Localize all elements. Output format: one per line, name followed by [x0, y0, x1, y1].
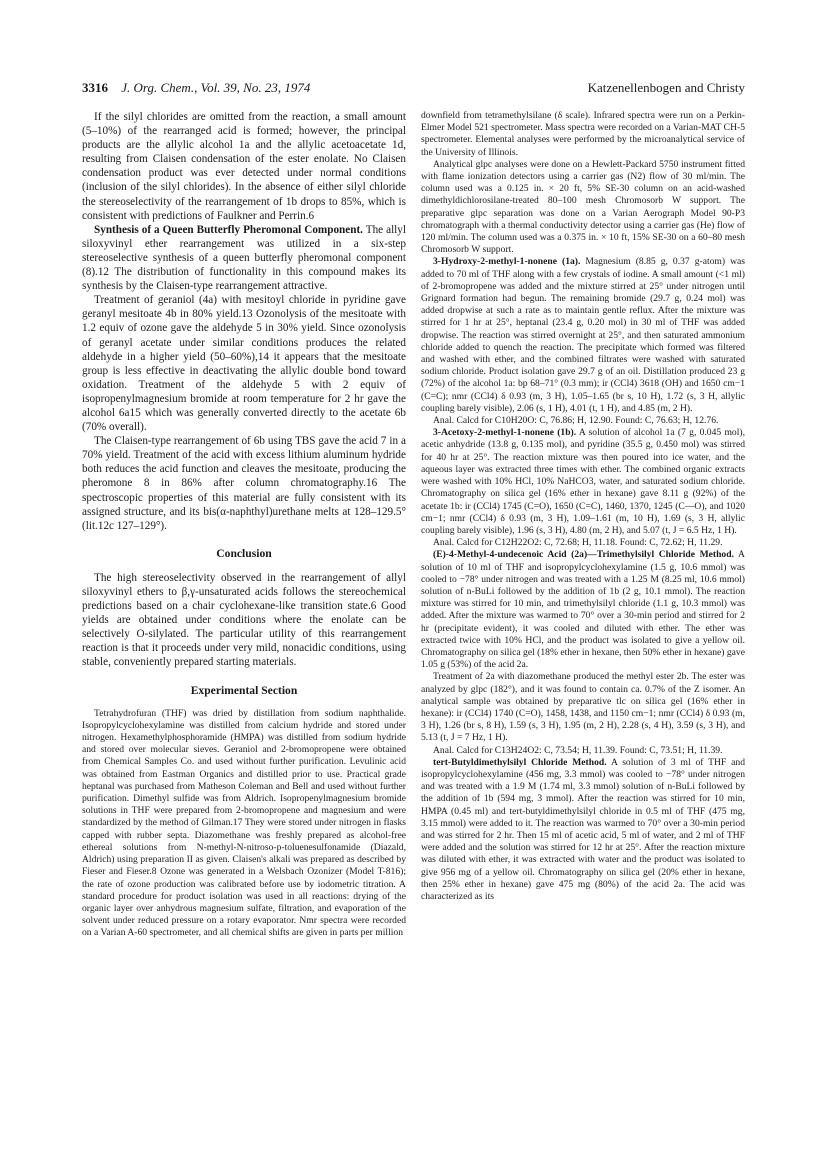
paragraph-experimental: Tetrahydrofuran (THF) was dried by distillation from sodium naphthalide. Isopropylcyclohexylamine was distilled from calcium hydride and stored under nitrogen. Hexamethylphosphoramide (HMPA) was distilled from sodium hydride and stored over molecular sieves. Geraniol and 2-bromopropene were obtained from Chemical Samples Co. and used without further purification. Levulinic acid was obtained from Eastman Organics and distilled prior to use. Practical grade heptanal was purchased from Matheson Coleman and Bell and used without further purification. Dimethyl sulfide was from Aldrich. Isopropenylmagnesium bromide solutions in THF were prepared from 2-bromopropene and magnesium and were standardized by the method of Gilman.17 They were stored under nitrogen in flasks capped with rubber septa. Diazomethane was freshly prepared as alcohol-free ethereal solutions from N-methyl-N-nitroso-p-toluenesulfonamide (Diazald, Aldrich) using preparation II as given. Claisen's alkali was prepared as described by Fieser and Fieser.8 Ozone was generated in a Welsbach Ozonizer (Model T-816); the rate of ozone production was calibrated before use by iodometric titration. A standard procedure for product isolation was used in all reactions: drying of the organic layer over anhydrous magnesium sulfate, filtration, and evaporation of the solvent under reduced pressure on a rotary evaporator. Nmr spectra were recorded on a Varian A-60 spectrometer, and all chemical shifts are given in parts per million — [82, 707, 406, 939]
section-run-in-title: Synthesis of a Queen Butterfly Pheromonal Component. — [94, 223, 363, 236]
paragraph-body: A solution of 10 ml of THF and isopropylcyclohexylamine (1.5 g, 10.6 mmol) was cooled to −78° under nitrogen and was treated with a 1.25 M (8.25 ml, 10.6 mmol) solution of n-BuLi followed by the addition of 1b (2 g, 10.1 mmol). The reaction mixture was stirred for 10 min, and trimethylsilyl chloride (1.1 g, 10.3 mmol) was added. After the mixture was warmed to 70° over a 30-min period and stirred for 2 hr (precipitate evident), it was cooled and diluted with ether. The ether was extracted twice with 10% HCl, and the product was isolated to give a yellow oil. Chromatography on silica gel (18% ether in hexane, then 50% ether in hexane) gave 1.05 g (53%) of the acid 2a. — [421, 549, 745, 671]
paragraph-geraniol: Treatment of geraniol (4a) with mesitoyl chloride in pyridine gave geranyl mesitoate 4b in 80% yield.13 Ozonolysis of the mesitoate with 1.2 equiv of ozone gave the aldehyde 5 in 30% yield. Since ozonolysis of geranyl acetate under similar conditions produces the related aldehyde in a higher yield (50–60%),14 it appears that the mesitoate group is less effective in deactivating the allylic double bond toward oxidation. Treatment of the aldehyde 5 with 2 equiv of isopropenylmagnesium bromide at room temperature for 2 hr gave the alcohol 6a15 which was generally converted directly to the acetate 6b (70% overall). — [82, 294, 406, 434]
paragraph-queen-butterfly — [82, 223, 406, 293]
paragraph-body: A solution of alcohol 1a (7 g, 0.045 mol), acetic anhydride (13.8 g, 0.135 mol), and pyridine (35.5 g, 0.450 mol) was stirred for 40 hr at 25°. The reaction mixture was then poured into ice water, and the aqueous layer was extracted three times with ether. The combined organic extracts were washed with 10% HCl, 10% NaHCO3, water, and saturated sodium chloride. Chromatography on silica gel (16% ether in hexane) gave 8.11 g (92%) of the acetate 1b: ir (CCl4) 1745 (C=O), 1650 (C=C), 1460, 1370, 1245 (C—O), and 1020 cm−1; nmr (CCl4) δ 0.93 (m, 3 H), 1.09–1.61 (m, 10 H), 1.69 (s, 3 H, allylic coupling barely visible), 1.96 (s, 3 H), 4.80 (m, 2 H), and 5.07 (t, J = 6.5 Hz, 1 H). — [421, 427, 745, 536]
right-column — [421, 110, 745, 903]
paragraph-silyl-chlorides: If the silyl chlorides are omitted from the reaction, a small amount (5–10%) of the rearranged acid is formed; however, the principal products are the allylic alcohol 1a and the allylic acetoacetate 1d, resulting from Claisen condensation of the ester enolate. No Claisen condensation product was ever detected under normal conditions (inclusion of the silyl chlorides). In the absence of either silyl chloride the stereoselectivity of the rearrangement of 1b drops to 85%, which is consistent with predictions of Faulkner and Perrin.6 — [82, 111, 406, 222]
conclusion-heading: Conclusion — [216, 546, 272, 560]
analysis-2b: Anal. Calcd for C13H24O2: C, 73.54; H, 11.39. Found: C, 73.51; H, 11.39. — [433, 744, 723, 756]
compound-title: tert-Butyldimethylsilyl Chloride Method. — [433, 756, 607, 768]
running-header — [82, 80, 745, 100]
page-number: 3316 — [82, 80, 108, 95]
analysis-1a: Anal. Calcd for C10H20O: C, 76.86; H, 12.90. Found: C, 76.63; H, 12.76. — [433, 415, 719, 427]
paragraph-glpc: Analytical glpc analyses were done on a Hewlett-Packard 5750 instrument fitted with flame ionization detectors using a carrier gas (N2) flow of 30 ml/min. The column used was a 0.125 in. × 20 ft, 5% SE-30 column on an acid-washed dimethyldichlorosilane-treated 80–100 mesh Chromosorb W support. The preparative glpc separation was done on a Varian Aerograph Model 90-P3 chromatograph with a thermal conductivity detector using a carrier gas (He) flow of 120 ml/min. The column used was a 0.375 in. × 10 ft, 15% SE-30 on a 60–80 mesh Chromosorb W support. — [421, 158, 745, 256]
compound-title: (E)-4-Methyl-4-undecenoic Acid (2a)—Trimethylsilyl Chloride Method. — [433, 549, 734, 561]
paragraph-compound-1b — [421, 427, 745, 537]
paragraph-compound-1a — [421, 256, 745, 415]
paragraph-body: Magnesium (8.85 g, 0.37 g-atom) was added to 70 ml of THF along with a few crystals of iodine. A small amount (<1 ml) of 2-bromopropene was added and the mixture stirred at 25° under nitrogen until Grignard formation had begun. The remaining bromide (29.7 g, 0.24 mol) was added dropwise at such a rate as to maintain gentle reflux. After the mixture was stirred for 1 hr at 25°, heptanal (23.4 g, 0.20 mol) in 30 ml of THF was added dropwise. The reaction was stirred overnight at 25°, and then saturated ammonium chloride added to quench the reaction. The precipitate which formed was filtered and washed with ether, and the combined filtrates were washed with saturated sodium chloride. Product isolation gave 29.7 g of an oil. Distillation produced 23 g (72%) of the alcohol 1a: bp 68–71° (0.3 mm); ir (CCl4) 3618 (OH) and 1650 cm−1 (C=C); nmr (CCl4) δ 0.93 (m, 3 H), 1.05–1.65 (br s, 10 H), 1.72 (s, 3 H, allylic coupling barely visible), 2.06 (s, 1 H), 4.01 (t, 1 H), and 4.85 (m, 2 H). — [421, 256, 745, 414]
paragraph-body: The allyl siloxyvinyl ether rearrangement was utilized in a six-step stereoselective synthesis of a queen butterfly pheromonal component (8).12 The distribution of functionality in this compound makes its synthesis by the Claisen-type rearrangement attractive. — [82, 223, 406, 293]
paragraph-instruments: downfield from tetramethylsilane (δ scale). Infrared spectra were run on a Perkin-Elmer Model 521 spectrometer. Mass spectra were recorded on a Varian-MAT CH-5 spectrometer. Elemental analyses were performed by the microanalytical service of the University of Illinois. — [421, 110, 745, 158]
left-column — [82, 110, 406, 940]
paragraph-conclusion: The high stereoselectivity observed in the rearrangement of allyl siloxyvinyl ethers to β,γ-unsaturated acids follows the stereochemical predictions based on a chair cyclohexane-like transition state.6 Good yields are obtained under conditions where the enolate can be selectively O-silylated. The particular utility of this rearrangement reaction is that it proceeds under very mild, nonacidic conditions, using stable, conveniently prepared starting materials. — [82, 571, 406, 669]
experimental-heading: Experimental Section — [190, 683, 298, 697]
paragraph-tbs-method — [421, 757, 745, 903]
compound-title: 3-Acetoxy-2-methyl-1-nonene (1b). — [433, 427, 577, 439]
compound-title: 3-Hydroxy-2-methyl-1-nonene (1a). — [433, 256, 581, 268]
paragraph-body: A solution of 3 ml of THF and isopropylcyclohexylamine (456 mg, 3.3 mmol) was cooled to −78° under nitrogen and was treated with a 1.9 M (1.74 ml, 3.3 mmol) solution of n-BuLi followed by the addition of 1b (594 mg, 3 mmol). After the reaction was stirred for 10 min, HMPA (0.45 ml) and tert-butyldimethylsilyl chloride in 0.5 ml of THF (475 mg, 3.15 mmol) were added to it. The reaction was warmed to 70° over a 30-min period and was stirred for 2 hr. Then 15 ml of acetic acid, 5 ml of water, and 2 ml of THF were added and the solution was stirred for 12 hr at 25°. After the reaction mixture was diluted with ether, it was extracted with water and the product was isolated to give 956 mg of a yellow oil. Chromatography on silica gel (20% ether in hexane, then 25% ether in hexane) gave 475 mg (80%) of the acid 2a. The acid was characterized as its — [421, 756, 745, 902]
paragraph-claisen-tbs: The Claisen-type rearrangement of 6b using TBS gave the acid 7 in a 70% yield. Treatment of the acid with excess lithium aluminum hydride both reduces the acid function and cleaves the mesitoate, producing the pheromone 8 in 86% after column chromatography.16 The spectroscopic properties of this material are fully consistent with its assigned structure, and its bis(α-naphthyl)urethane melts at 128–129.5° (lit.12c 127–129°). — [82, 435, 406, 532]
paragraph-methyl-ester: Treatment of 2a with diazomethane produced the methyl ester 2b. The ester was analyzed by glpc (182°), and it was found to contain ca. 0.7% of the Z isomer. An analytical sample was obtained by preparative tlc on silica gel (16% ether in hexane): ir (CCl4) 1740 (C=O), 1458, 1438, and 1150 cm−1; nmr (CCl4) δ 0.93 (m, 3 H), 1.26 (br s, 8 H), 1.59 (s, 3 H), 1.95 (m, 2 H), 2.28 (s, 4 H), 3.59 (s, 3 H), and 5.13 (t, J = 7 Hz, 1 H). — [421, 671, 745, 744]
paragraph-compound-2a — [421, 549, 745, 671]
journal-citation: J. Org. Chem., Vol. 39, No. 23, 1974 — [121, 80, 311, 95]
header-authors: Katzenellenbogen and Christy — [587, 80, 745, 95]
analysis-1b: Anal. Calcd for C12H22O2: C, 72.68; H, 11.18. Found: C, 72.62; H, 11.29. — [433, 537, 723, 549]
header-left — [82, 80, 310, 96]
